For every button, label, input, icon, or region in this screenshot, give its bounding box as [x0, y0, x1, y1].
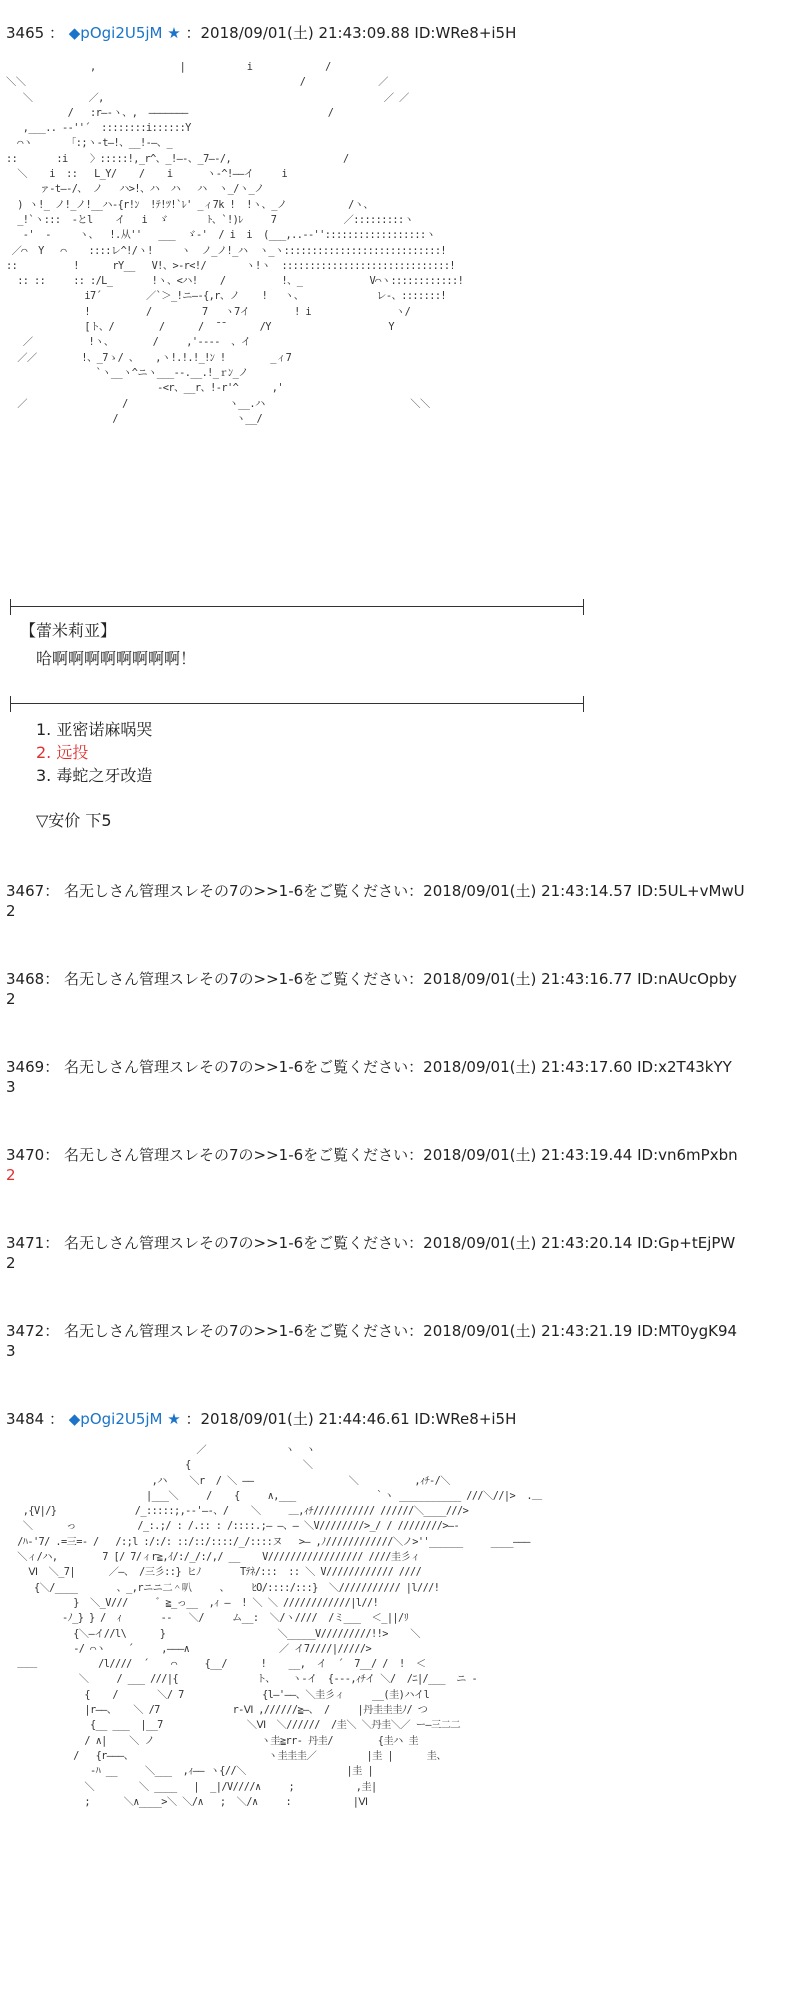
- post-separator: ：: [44, 1234, 60, 1252]
- poster-name: 名无しさん管理スレその7の>>1-6をご覧ください: [63, 882, 409, 900]
- post-header-3471: [6, 1232, 735, 1253]
- post-number: 3468: [6, 970, 45, 988]
- post-datetime-id: ：2018/09/01(土) 21:44:46.61 ID:WRe8+i5H: [185, 1410, 517, 1428]
- section-divider: [10, 606, 584, 607]
- speaker-name: 【蕾米莉亚】: [20, 621, 117, 640]
- post-datetime-id: ：2018/09/01(土) 21:43:16.77 ID:nAUcOpby: [408, 970, 737, 988]
- ascii-art-battle: ／ ヽ ヽ { ＼ ,ハ ＼r / ＼ ―― ＼ ,ｨﾁ‐/＼ |___＼ / { ∧,___ ｀ヽ ___________ ///＼//|> .＿ ,{V|/} /_:::::;,‐‐'―-、/ ＼ ＿,ｨﾁ/////////// //////＼____///> ＼ っ /_:.;/ : /.:: : /::::.;― ―、― ＼V////////>_/ / ////////>―‐ /ﾊ‐'7/ .=三=‐ / /:;l :/:/: ::/::/::::/_/::::ヌ >― ,ﾉ////////////＼ノ>''______ ____――― ＼ィ/ハ, 7 [/ 7/ィr≧,ｲ/:/_/:/,/ __ V///////////////// ////圭彡ィ Ⅵ ＼_7| ／―、 /三彡::} ヒﾉ Tﾃﾈ/::: :: ＼ V//////////// //// {＼/____ 、_,rニニ二＾叭 、 ﾋO/::::/:::} ＼/////////// |l///! } ＼_V/// ゛≧_っ__ ,ｨ ― ! ＼ ＼ ////////////|l//! ‐ﾉ_} } / ｨ -‐ ＼/ ム__: ＼/ヽ//// /ミ___ ＜_||/ﾘ {＼―イ//l\ } ＼_____V/////////!!> ＼ ‐/ ⌒ヽ ´ ,―――∧ ／ イ7////|/////> ＿＿ /l//// ´ ⌒ {__/ ! __, イ ´ 7__/ / ! ＜ ＼ / ___ ///|{ ト、 ヽ‐イ {‐‐‐,ｨﾁイ ＼/ /ﾆ|/___ ニ ‐ { / ＼/ 7 {l―'――、＼圭彡ィ __(圭)ハイl |r――、 ＼ /7 r-Ⅵ ,//////≧―、 / |丹圭圭圭ﾉ/ つ {__ ___ |__7 ＼Ⅵ ＼////// /圭＼ ＼丹圭＼／ ー―三二二 / ∧| ＼ ノ ヽ圭≧rr‐ 丹圭/ {圭ハ 圭 / {r―――、 ヽ圭圭圭／ |圭 | 圭、 ‐ﾊ __ ＼___ ,ｨ―― ヽ{//＼ |圭 | ＼ ＼ ____ | _|/V////∧ ; ,圭| ; ＼∧____>＼ ＼/∧ ; ＼/∧ : |Ⅵ: [17, 1444, 542, 1808]
- post-number: 3469: [6, 1058, 45, 1076]
- post-datetime-id: ：2018/09/01(土) 21:43:14.57 ID:5UL+vMwU: [408, 882, 745, 900]
- post-number: 3470: [6, 1146, 45, 1164]
- post-header-3468: [6, 968, 737, 989]
- post-separator: ：: [48, 24, 64, 42]
- choice-item: 1. 亚密诺麻㖞哭: [36, 720, 153, 739]
- post-separator: ：: [44, 882, 60, 900]
- post-body: 2: [6, 990, 16, 1008]
- vote-instruction: ▽安价 下5: [36, 811, 112, 830]
- post-body: 3: [6, 1078, 16, 1096]
- post-number: 3472: [6, 1322, 45, 1340]
- choice-list: [36, 718, 152, 787]
- post-header-3470: [6, 1144, 738, 1165]
- post-number: 3484: [6, 1410, 45, 1428]
- post-body: 3: [6, 1342, 16, 1360]
- post-separator: ：: [48, 1410, 64, 1428]
- post-separator: ：: [44, 1322, 60, 1340]
- choice-item-selected: 2. 远投: [36, 743, 89, 762]
- dialogue-line: 哈啊啊啊啊啊啊啊啊！: [36, 649, 197, 668]
- poster-name: 名无しさん管理スレその7の>>1-6をご覧ください: [63, 1234, 409, 1252]
- poster-name: 名无しさん管理スレその7の>>1-6をご覧ください: [63, 1058, 409, 1076]
- post-datetime-id: ：2018/09/01(土) 21:43:20.14 ID:Gp+tEjPW: [408, 1234, 736, 1252]
- poster-name: 名无しさん管理スレその7の>>1-6をご覧ください: [63, 970, 409, 988]
- post-body: 2: [6, 1254, 16, 1272]
- star-icon: ★: [167, 1410, 181, 1428]
- post-datetime-id: ：2018/09/01(土) 21:43:09.88 ID:WRe8+i5H: [185, 24, 517, 42]
- poster-name: 名无しさん管理スレその7の>>1-6をご覧ください: [63, 1146, 409, 1164]
- post-separator: ：: [44, 970, 60, 988]
- post-number: 3467: [6, 882, 45, 900]
- post-header-3472: [6, 1320, 737, 1341]
- poster-name: 名无しさん管理スレその7の>>1-6をご覧ください: [63, 1322, 409, 1340]
- post-body: 2: [6, 902, 16, 920]
- tripcode-link[interactable]: ◆pOgi2U5jM: [68, 1410, 163, 1428]
- choice-item: 3. 毒蛇之牙改造: [36, 766, 153, 785]
- section-divider: [10, 703, 584, 704]
- ascii-art-remilia: , | i / ＼＼ / ／ ＼ ／, ／ ／ / :r―-ヽ、, ――――――― / ,___.. -‐''´ ::::::::i::::::Y ⌒ヽ 「:;ヽ-t―!、__!-―、_ :: :i 〉:::::!,_r^、_!―-、_7―-/, / ＼ i :: L_Y/ / i ヽ-^!――イ i ァ-t―-/、 ノ ハ>!、ハ ハ ハ ヽ_/ヽ_ノ ) ヽ!_ ノ!_ノ!__ハ-{r!ﾝ !ﾃ!ﾂ!`ﾚ' _ィ7k ! !ヽ、_ノ /ヽ、 _!`ヽ::: ‐とl イ i ゞ ﾄ、`!)ﾚ 7 ／:::::::::ヽ ‐' ‐ ヽ、 !.从'' ___ ゞ-' / i i (___,..-‐''::::::::::::::::::ヽ ／⌒ Y ⌒ ::::レ^!/ヽ! ヽ ノ_ノ!_ハ ヽ_ヽ::::::::::::::::::::::::::::! :: ! rY__ V!、>-r<!/ ヽ!ヽ ::::::::::::::::::::::::::::::! :: :: :: :/L_ !ヽ、<ハ! / !、_ V⌒ヽ::::::::::::! i7´ ／`＞_!ニ―‐{,r、ノ ! ヽ、 レ-、:::::::! ! / 7 ヽ7イ ! i ヽ/ [ト、/ / / ̄ ̄ /Y Y ／ !ヽ、 / ,'‐--- 、イ ／／ !、_7ゝ/ 、 ,ヽ!.!.!_!ﾝ ! _ィ7 `ヽ__ヽ^ニヽ___--.__.!_ｒﾝ_ノ ‐<r、__r、!-r'^ ,' ／ / ヽ__.ハ ＼＼ / ヽ__/: [6, 61, 464, 425]
- post-number: 3465: [6, 24, 45, 42]
- post-body-highlight: 2: [6, 1166, 16, 1184]
- post-number: 3471: [6, 1234, 45, 1252]
- post-separator: ：: [44, 1146, 60, 1164]
- tripcode-link[interactable]: ◆pOgi2U5jM: [68, 24, 163, 42]
- post-header-3469: [6, 1056, 732, 1077]
- post-header-3467: [6, 880, 745, 901]
- post-datetime-id: ：2018/09/01(土) 21:43:19.44 ID:vn6mPxbn: [408, 1146, 738, 1164]
- post-datetime-id: ：2018/09/01(土) 21:43:17.60 ID:x2T43kYY: [408, 1058, 732, 1076]
- post-header-3465: [6, 22, 516, 43]
- post-datetime-id: ：2018/09/01(土) 21:43:21.19 ID:MT0ygK94: [408, 1322, 738, 1340]
- post-header-3484: [6, 1408, 516, 1429]
- post-separator: ：: [44, 1058, 60, 1076]
- star-icon: ★: [167, 24, 181, 42]
